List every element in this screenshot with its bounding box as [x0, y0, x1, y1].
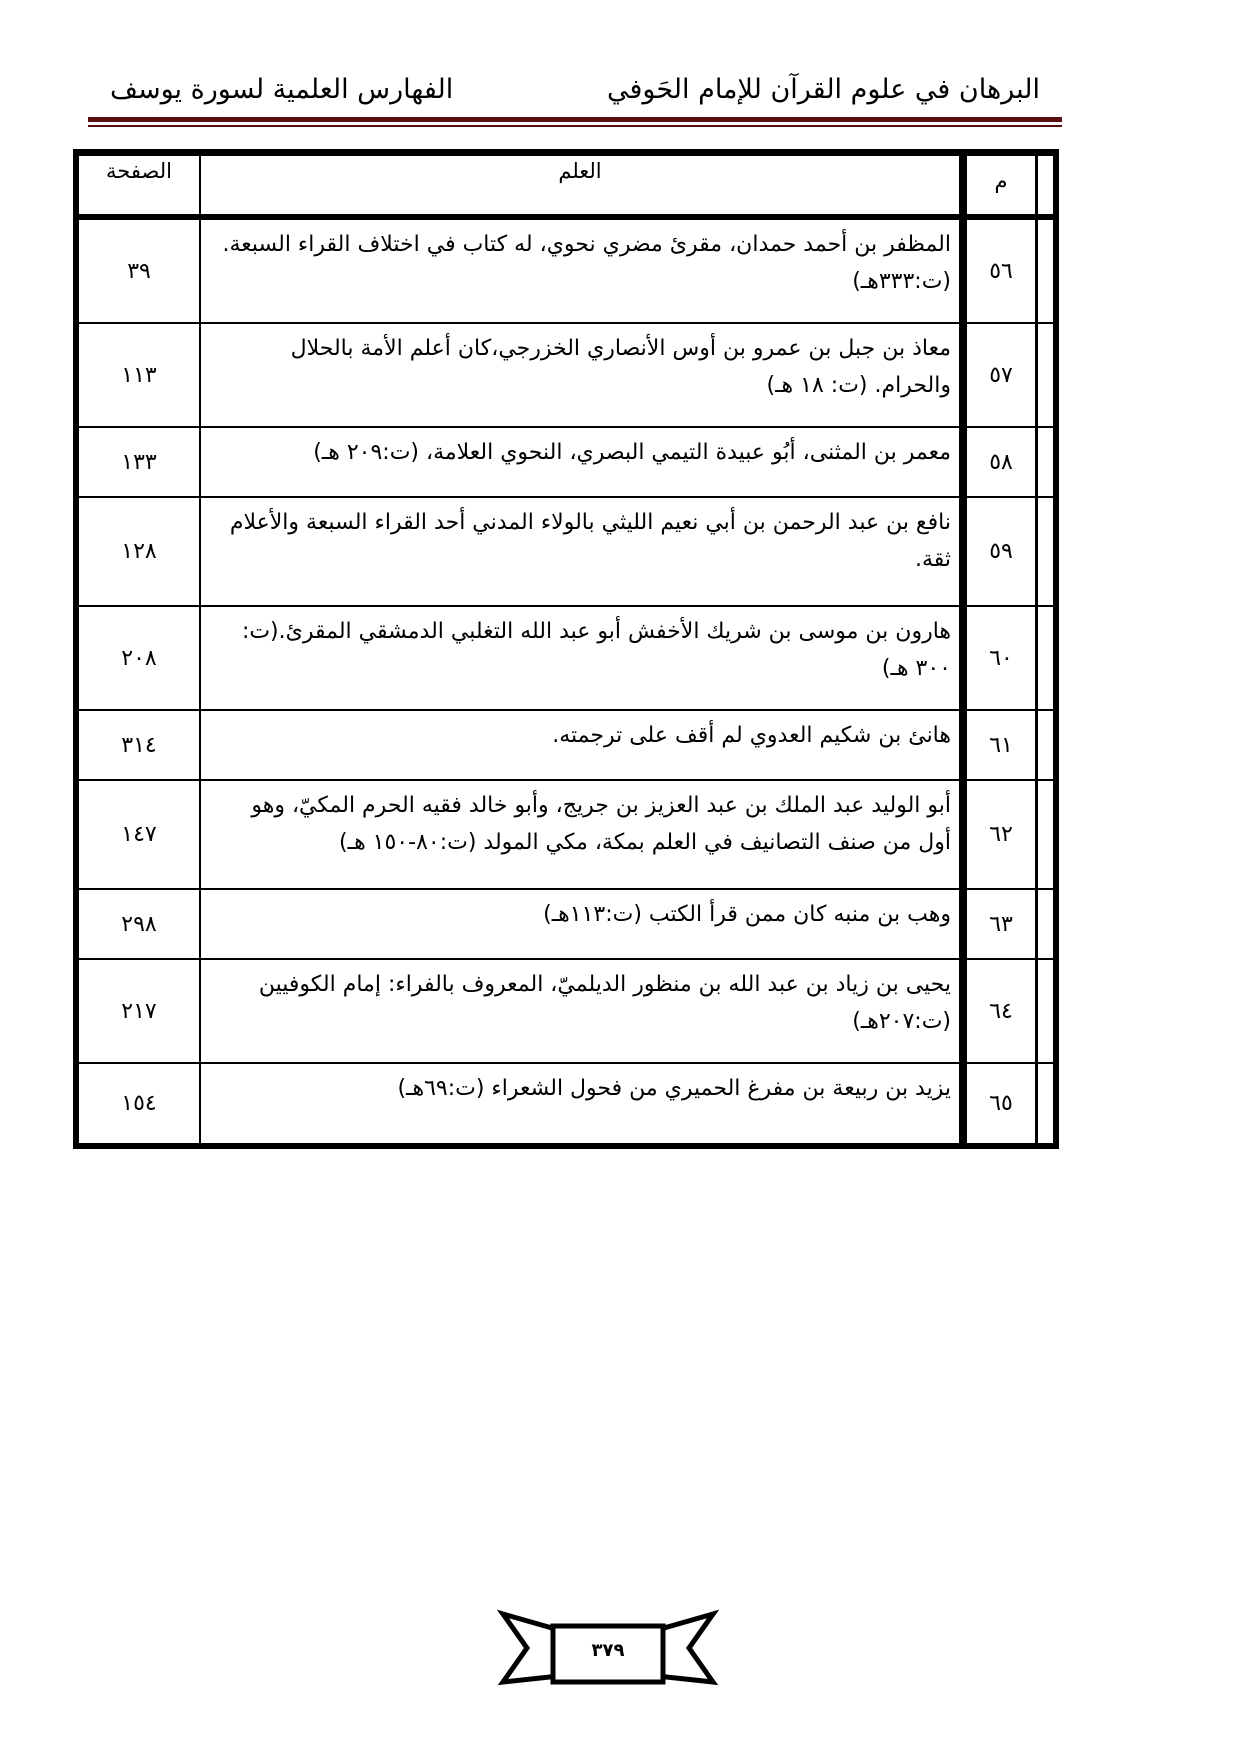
row-num: ٦٥ [989, 1091, 1013, 1116]
header-num: م [994, 169, 1008, 193]
row-page: ١٥٤ [121, 1091, 157, 1116]
row-num: ٥٨ [989, 449, 1013, 475]
row-page: ١٣٣ [121, 449, 157, 475]
row-page: ١١٣ [121, 362, 157, 388]
divider-num-inner [1035, 155, 1038, 1143]
row-name: هارون بن موسى بن شريك الأخفش أبو عبد الله التغلبي الدمشقي المقرئ.(ت: ٣٠٠ هـ) [241, 619, 951, 681]
row-num: ٦٤ [989, 998, 1013, 1024]
row-name: المظفر بن أحمد حمدان، مقرئ مضري نحوي، له كتاب في اختلاف القراء السبعة. (ت:٣٣٣هـ) [222, 232, 951, 294]
row-num: ٦١ [989, 732, 1013, 758]
section-title: الفهارس العلمية لسورة يوسف [110, 74, 454, 105]
row-name: نافع بن عبد الرحمن بن أبي نعيم الليثي بالولاء المدني أحد القراء السبعة والأعلام ثقة. [229, 510, 951, 572]
row-name: يزيد بن ربيعة بن مفرغ الحميري من فحول الشعراء (ت:٦٩هـ) [397, 1076, 951, 1101]
row-num: ٥٦ [989, 258, 1013, 284]
row-num: ٦٣ [989, 911, 1013, 937]
row-name: هانئ بن شكيم العدوي لم أقف على ترجمته. [552, 723, 951, 748]
row-page: ٢٩٨ [121, 911, 157, 937]
row-page: ٣١٤ [121, 732, 157, 758]
row-num: ٥٩ [989, 539, 1013, 564]
row-name: وهب بن منبه كان ممن قرأ الكتب (ت:١١٣هـ) [543, 902, 951, 927]
header-rule-thick [88, 117, 1062, 122]
row-name: يحيى بن زياد بن عبد الله بن منظور الديلميّ، المعروف بالفراء: إمام الكوفيين (ت:٢٠٧هـ) [258, 972, 951, 1034]
page-header [88, 72, 1040, 118]
row-page: ١٢٨ [121, 539, 157, 564]
header-page: الصفحة [106, 159, 172, 183]
book-title: البرهان في علوم القرآن للإمام الحَوفي [607, 74, 1040, 105]
index-table [73, 149, 1059, 1149]
header-name: العلم [558, 159, 602, 183]
header-rule-thin [88, 125, 1062, 127]
row-page: ١٤٧ [121, 822, 157, 847]
row-page: ٣٩ [127, 258, 151, 284]
row-name: معمر بن المثنى، أبُو عبيدة التيمي البصري، النحوي العلامة، (ت:٢٠٩ هـ) [313, 440, 951, 465]
row-page: ٢١٧ [121, 998, 157, 1024]
divider-name-num [959, 155, 967, 1143]
row-page: ٢٠٨ [121, 645, 157, 671]
row-name: معاذ بن جبل بن عمرو بن أوس الأنصاري الخزرجي،كان أعلم الأمة بالحلال والحرام. (ت: ١٨ هـ) [290, 336, 951, 398]
page-number: ٣٧٩ [591, 1640, 625, 1661]
row-num: ٦٠ [989, 645, 1013, 671]
row-num: ٦٢ [989, 822, 1013, 847]
row-name: أبو الوليد عبد الملك بن عبد العزيز بن جريج، وأبو خالد فقيه الحرم المكيّ، وهو أول من صنف التصانيف في العلم بمكة، مكي المولد (ت:٨٠-١٥٠ هـ) [251, 793, 951, 855]
row-num: ٥٧ [989, 362, 1013, 388]
